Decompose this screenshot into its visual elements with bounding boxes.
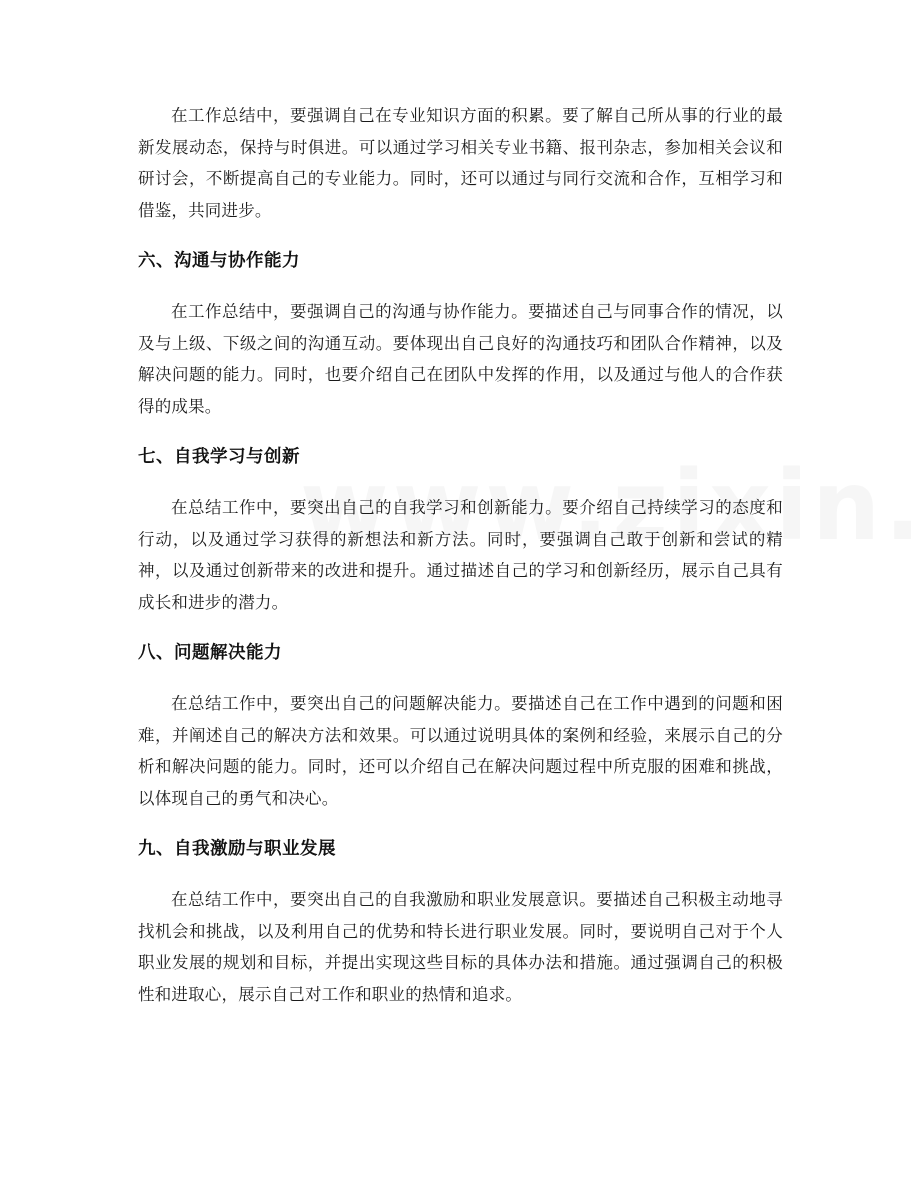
paragraph-section-8: 在总结工作中，要突出自己的问题解决能力。要描述自己在工作中遇到的问题和困难，并阐述自己的解决方法和效果。可以通过说明具体的案例和经验，来展示自己的分析和解决问题的能力。同时，还可以介绍自己在解决问题过程中所克服的困难和挑战，以体现自己的勇气和决心。 <box>138 694 783 808</box>
heading-section-8: 八、问题解决能力 <box>138 643 282 663</box>
heading-section-6: 六、沟通与协作能力 <box>138 251 300 271</box>
paragraph-intro: 在工作总结中，要强调自己在专业知识方面的积累。要了解自己所从事的行业的最新发展动态，保持与时俱进。可以通过学习相关专业书籍、报刊杂志，参加相关会议和研讨会，不断提高自己的专业能力。同时，还可以通过与同行交流和合作，互相学习和借鉴，共同进步。 <box>138 106 783 220</box>
paragraph-section-9: 在总结工作中，要突出自己的自我激励和职业发展意识。要描述自己积极主动地寻找机会和挑战，以及利用自己的优势和特长进行职业发展。同时，要说明自己对于个人职业发展的规划和目标，并提出实现这些目标的具体办法和措施。通过强调自己的积极性和进取心，展示自己对工作和职业的热情和追求。 <box>138 890 783 1004</box>
paragraph-section-7: 在总结工作中，要突出自己的自我学习和创新能力。要介绍自己持续学习的态度和行动，以及通过学习获得的新想法和新方法。同时，要强调自己敢于创新和尝试的精神，以及通过创新带来的改进和提升。通过描述自己的学习和创新经历，展示自己具有成长和进步的潜力。 <box>138 498 783 612</box>
document-body <box>138 100 783 1010</box>
heading-section-7: 七、自我学习与创新 <box>138 447 300 467</box>
heading-section-9: 九、自我激励与职业发展 <box>138 839 336 859</box>
paragraph-section-6: 在工作总结中，要强调自己的沟通与协作能力。要描述自己与同事合作的情况，以及与上级、下级之间的沟通互动。要体现出自己良好的沟通技巧和团队合作精神，以及解决问题的能力。同时，也要介绍自己在团队中发挥的作用，以及通过与他人的合作获得的成果。 <box>138 302 783 416</box>
